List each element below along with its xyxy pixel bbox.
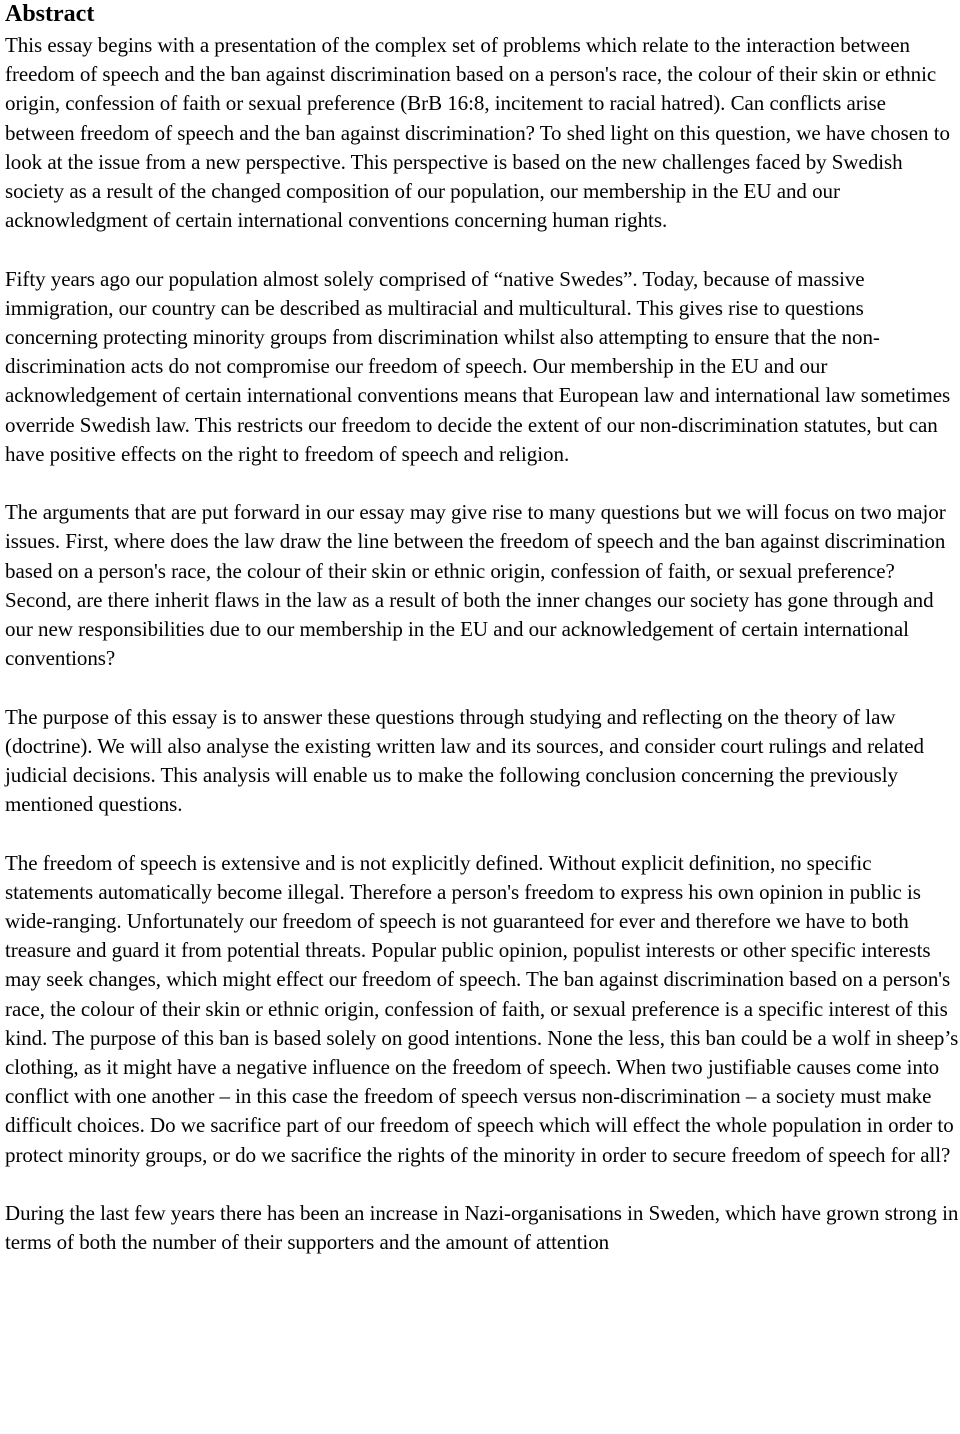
paragraph-4: The purpose of this essay is to answer these questions through studying and reflecting on the theory of law (doctrine). We will also analyse the existing written law and its sources, and consider court rulings and related judicial decisions. This analysis will enable us to make the following conclusion concerning the previously mentioned questions. [5,704,924,817]
paragraph-2: Fifty years ago our population almost solely comprised of “native Swedes”. Today, because of massive immigration, our country can be described as multiracial and multicultural. This gives rise to questions concerning protecting minority groups from discrimination whilst also attempting to ensure that the non-discrimination acts do not compromise our freedom of speech. Our membership in the EU and our acknowledgement of certain international conventions means that European law and international law sometimes override Swedish law. This restricts our freedom to decide the extent of our non-discrimination statutes, but can have positive effects on the right to freedom of speech and religion. [5,266,951,466]
paragraph-6: During the last few years there has been an increase in Nazi-organisations in Sweden, which have grown strong in terms of both the number of their supporters and the amount of attention [5,1201,959,1255]
document-page [5,0,960,1257]
paragraph-3: The arguments that are put forward in our essay may give rise to many questions but we will focus on two major issues. First, where does the law draw the line between the freedom of speech and the ban against discrimination based on a person's race, the colour of their skin or ethnic origin, confession of faith, or sexual preference? Second, are there inherit flaws in the law as a result of both the inner changes our society has gone through and our new responsibilities due to our membership in the EU and our acknowledgement of certain international conventions? [5,500,946,671]
section-heading: Abstract [5,1,95,27]
paragraph-1: This essay begins with a presentation of the complex set of problems which relate to the interaction between freedom of speech and the ban against discrimination based on a person's race, the colour of their skin or ethnic origin, confession of faith or sexual preference (BrB 16:8, incitement to racial hatred). Can conflicts arise between freedom of speech and the ban against discrimination? To shed light on this question, we have chosen to look at the issue from a new perspective. This perspective is based on the new challenges faced by Swedish society as a result of the changed composition of our population, our membership in the EU and our acknowledgment of certain international conventions concerning human rights. [5,33,950,233]
paragraph-5: The freedom of speech is extensive and is not explicitly defined. Without explicit definition, no specific statements automatically become illegal. Therefore a person's freedom to express his own opinion in public is wide-ranging. Unfortunately our freedom of speech is not guaranteed for ever and therefore we have to both treasure and guard it from potential threats. Popular public opinion, populist interests or other specific interests may seek changes, which might effect our freedom of speech. The ban against discrimination based on a person's race, the colour of their skin or ethnic origin, confession of faith, or sexual preference is a specific interest of this kind. The purpose of this ban is based solely on good intentions. None the less, this ban could be a wolf in sheep’s clothing, as it might have a negative influence on the freedom of speech. When two justifiable causes come into conflict with one another – in this case the freedom of speech versus non-discrimination – a society must make difficult choices. Do we sacrifice part of our freedom of speech which will effect the whole population in order to protect minority groups, or do we sacrifice the rights of the minority in order to secure freedom of speech for all? [5,850,959,1167]
